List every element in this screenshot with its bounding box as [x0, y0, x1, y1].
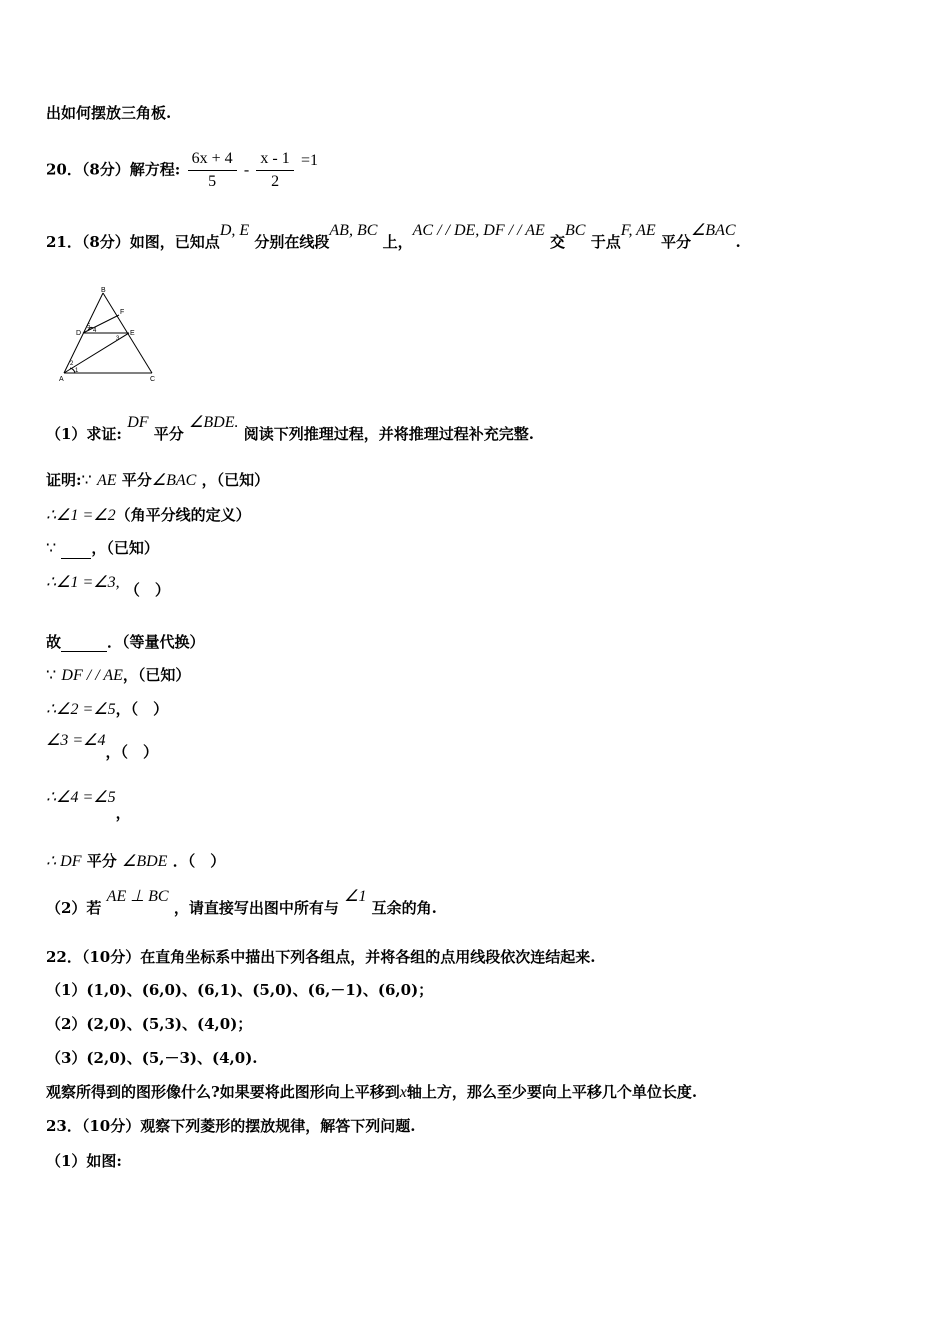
part-2-prompt — [46, 888, 437, 919]
question-23-title — [46, 1116, 415, 1136]
question-21 — [46, 222, 741, 253]
part-1-math-2: ∠BDE. — [189, 414, 239, 431]
proof-8-math: ∠3 =∠4 — [46, 732, 106, 749]
proof-line-6 — [46, 665, 190, 686]
q21-text-5: 平分 — [660, 233, 691, 251]
part-2-prefix: （2）若 — [46, 899, 102, 917]
proof-7-reason: ，（ ） — [115, 700, 169, 718]
proof-6-math: DF / / AE — [61, 667, 123, 684]
question-22-group-1 — [46, 980, 433, 1000]
q21-prefix: 21．（8分）如图，已知点 — [46, 233, 220, 251]
label-e: E — [130, 330, 135, 337]
equation-rhs: =1 — [300, 151, 319, 169]
proof-3-reason: ，（已知） — [91, 539, 159, 557]
question-22-ask — [46, 1082, 697, 1103]
proof-8-reason: ，（ ） — [105, 743, 158, 761]
proof-9-math: ∴∠4 =∠5 — [46, 789, 116, 806]
part-2-math-1: AE ⊥ BC — [106, 888, 169, 905]
question-23-part-1-text: （1）如图: — [46, 1152, 122, 1170]
triangle-figure — [56, 285, 166, 385]
label-d: D — [76, 330, 82, 337]
proof-9-reason: ， — [115, 804, 131, 822]
proof-1-reason: ，（已知） — [201, 471, 270, 489]
proof-2-reason: （角平分线的定义） — [115, 506, 251, 524]
because-symbol: ∵ — [46, 667, 57, 684]
question-22-group-3 — [46, 1048, 258, 1068]
line-text: 出如何摆放三角板. — [46, 104, 172, 122]
question-22-group-2 — [46, 1014, 252, 1034]
question-23-text: 23．（10分）观察下列菱形的摆放规律，解答下列问题. — [46, 1117, 416, 1135]
angle-label-2: 2 — [70, 361, 74, 367]
proof-10-reason: ．（ ） — [172, 852, 226, 870]
proof-7-math: ∴∠2 =∠5 — [46, 701, 116, 718]
proof-1-math-2: ∠BAC — [151, 472, 197, 489]
angle-label-3: 3 — [116, 336, 120, 342]
part-1-math-1: DF — [127, 414, 149, 431]
fraction-1 — [188, 148, 237, 193]
fraction-2-denominator: 2 — [271, 173, 280, 190]
part-2-text-1: ，请直接写出图中所有与 — [173, 899, 339, 917]
proof-line-2 — [46, 505, 251, 526]
proof-4-reason: （ ） — [124, 581, 170, 599]
angle-label-5: 5 — [87, 324, 91, 330]
q21-math-5: F, AE — [620, 222, 656, 239]
proof-line-8 — [46, 732, 158, 761]
q21-text-6: . — [735, 233, 741, 251]
part-2-math-2: ∠1 — [344, 888, 367, 905]
because-symbol: ∵ — [81, 472, 92, 489]
proof-2-math: ∴∠1 =∠2 — [46, 507, 116, 524]
ask-x-variable: x — [399, 1084, 407, 1101]
label-b: B — [101, 287, 106, 294]
part-1-text-2: 阅读下列推理过程，并将推理过程补充完整. — [243, 425, 534, 443]
q21-math-2: AB, BC — [329, 222, 378, 239]
ask-text-a: 观察所得到的图形像什么?如果要将此图形向上平移到 — [46, 1083, 400, 1101]
proof-6-reason: ，（已知） — [122, 666, 191, 684]
proof-10-math: ∴ DF — [46, 853, 82, 870]
question-22-text: 22．（10分）在直角坐标系中描出下列各组点，并将各组的点用线段依次连结起来. — [46, 948, 596, 966]
answer-blank[interactable] — [61, 635, 107, 652]
proof-5-reason: ．（等量代换） — [107, 633, 205, 651]
question-22-title — [46, 947, 595, 967]
part-1-prompt — [46, 414, 534, 445]
proof-10-text: 平分 — [86, 852, 117, 870]
proof-line-10 — [46, 851, 225, 872]
question-20 — [46, 148, 318, 193]
fraction-2-numerator: x - 1 — [256, 148, 293, 171]
angle-label-4: 4 — [93, 328, 97, 334]
part-2-text-2: 互余的角. — [371, 899, 437, 917]
proof-line-5 — [46, 632, 205, 652]
proof-1-text: 平分 — [121, 471, 152, 489]
q21-text-1: 分别在线段 — [254, 233, 330, 251]
proof-line-7 — [46, 699, 168, 720]
proof-5-prefix: 故 — [46, 633, 62, 651]
q21-text-3: 交 — [550, 233, 566, 251]
proof-line-1 — [46, 470, 269, 491]
q21-text-2: 上， — [382, 233, 413, 251]
proof-line-9 — [46, 789, 131, 822]
proof-4-math: ∴∠1 =∠3, — [46, 574, 120, 591]
question-20-prefix: 20．（8分）解方程: — [46, 160, 181, 179]
because-symbol: ∵ — [46, 540, 57, 557]
proof-1-math: AE — [96, 472, 117, 489]
ask-text-b: 轴上方，那么至少要向上平移几个单位长度. — [406, 1083, 698, 1101]
part-1-text-1: 平分 — [153, 425, 184, 443]
label-c: C — [150, 376, 156, 383]
label-a: A — [59, 376, 64, 383]
fraction-1-numerator: 6x + 4 — [188, 148, 237, 171]
text-line — [46, 103, 171, 123]
proof-line-4 — [46, 576, 170, 597]
minus-sign: - — [243, 161, 250, 179]
fraction-1-denominator: 5 — [208, 173, 217, 190]
q21-math-1: D, E — [219, 222, 250, 239]
fraction-2 — [256, 148, 293, 193]
part-1-prefix: （1）求证: — [46, 425, 122, 443]
group-3-points: （3）(2,0)、(5,－3)、(4,0). — [46, 1049, 258, 1067]
question-23-part-1 — [46, 1151, 122, 1171]
answer-blank[interactable] — [61, 542, 91, 559]
proof-prefix: 证明: — [46, 471, 82, 489]
q21-text-4: 于点 — [590, 233, 621, 251]
q21-math-3: AC / / DE, DF / / AE — [412, 222, 545, 239]
q21-math-6: ∠BAC — [690, 222, 736, 239]
angle-label-1: 1 — [75, 368, 79, 374]
q21-math-4: BC — [565, 222, 586, 239]
proof-10-math-2: ∠BDE — [122, 853, 168, 870]
group-1-points: （1）(1,0)、(6,0)、(6,1)、(5,0)、(6,－1)、(6,0)； — [46, 981, 434, 999]
label-f: F — [120, 309, 125, 316]
proof-line-3 — [46, 538, 159, 559]
group-2-points: （2）(2,0)、(5,3)、(4,0)； — [46, 1015, 253, 1033]
